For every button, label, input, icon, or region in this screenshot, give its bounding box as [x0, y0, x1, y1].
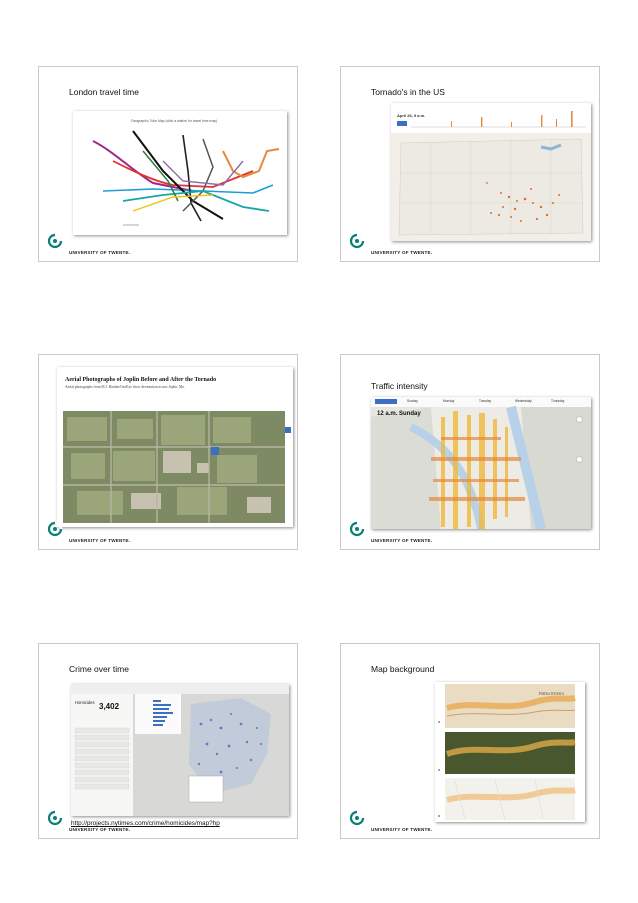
university-logo-icon	[47, 810, 63, 826]
slide-title: Tornado's in the US	[371, 87, 445, 97]
university-name: UNIVERSITY OF TWENTE.	[69, 538, 131, 543]
tornado-map-screenshot	[391, 103, 591, 241]
traffic-map-screenshot	[371, 397, 591, 529]
university-name: UNIVERSITY OF TWENTE.	[69, 827, 131, 832]
university-logo-icon	[349, 233, 365, 249]
university-logo-icon	[47, 521, 63, 537]
crime-count: 3,402	[99, 702, 120, 711]
crime-map-url-link[interactable]: http://projects.nytimes.com/crime/homicides/map?hp	[71, 820, 220, 827]
crime-map-screenshot	[71, 684, 289, 816]
university-logo-icon	[349, 521, 365, 537]
article-title: Aerial Photographs of Joplin Before and After the Tornado	[65, 377, 217, 383]
map-background-panels	[435, 682, 585, 822]
university-logo-icon	[349, 810, 365, 826]
university-name: UNIVERSITY OF TWENTE.	[371, 250, 433, 255]
slide-title: London travel time	[69, 87, 139, 97]
joplin-article-screenshot	[57, 367, 293, 527]
slide-map-background	[340, 643, 600, 839]
slide-title: Traffic intensity	[371, 381, 428, 391]
slide-title: Map background	[371, 664, 435, 674]
aerial-photo	[57, 367, 293, 527]
day-tab-monday[interactable]: Monday	[443, 399, 455, 403]
day-tab-tuesday[interactable]: Tuesday	[479, 399, 492, 403]
slide-tornados-us	[340, 66, 600, 262]
day-tab-sunday[interactable]: Sunday	[407, 399, 418, 403]
tornado-timestamp: April 26, 9 a.m.	[397, 113, 426, 118]
day-tab-thursday[interactable]: Thursday	[551, 399, 565, 403]
day-tab-wednesday[interactable]: Wednesday	[515, 399, 532, 403]
slide-joplin-aerial	[38, 354, 298, 550]
tube-map-caption: Geographic Tube Map (click a station for travel time map)	[131, 119, 218, 123]
university-name: UNIVERSITY OF TWENTE.	[69, 250, 131, 255]
slide-traffic-intensity	[340, 354, 600, 550]
slide-crime-over-time	[38, 643, 298, 839]
article-subtitle: Aerial photographs from M.J. Harden/GeoEye show devastation across Joplin, Mo.	[65, 385, 185, 389]
crime-heading: Homicides	[75, 700, 95, 705]
traffic-time-label: 12 a.m. Sunday	[377, 411, 421, 417]
university-name: UNIVERSITY OF TWENTE.	[371, 827, 433, 832]
university-logo-icon	[47, 233, 63, 249]
tube-map-screenshot	[73, 111, 287, 235]
map-caption: PARTof RUSSIA	[539, 692, 565, 696]
tornado-map-graphic	[391, 103, 591, 241]
slide-london-travel-time	[38, 66, 298, 262]
university-name: UNIVERSITY OF TWENTE.	[371, 538, 433, 543]
map-background-screenshot	[435, 682, 585, 822]
tube-map-lines	[73, 111, 287, 235]
slide-title: Crime over time	[69, 664, 129, 674]
